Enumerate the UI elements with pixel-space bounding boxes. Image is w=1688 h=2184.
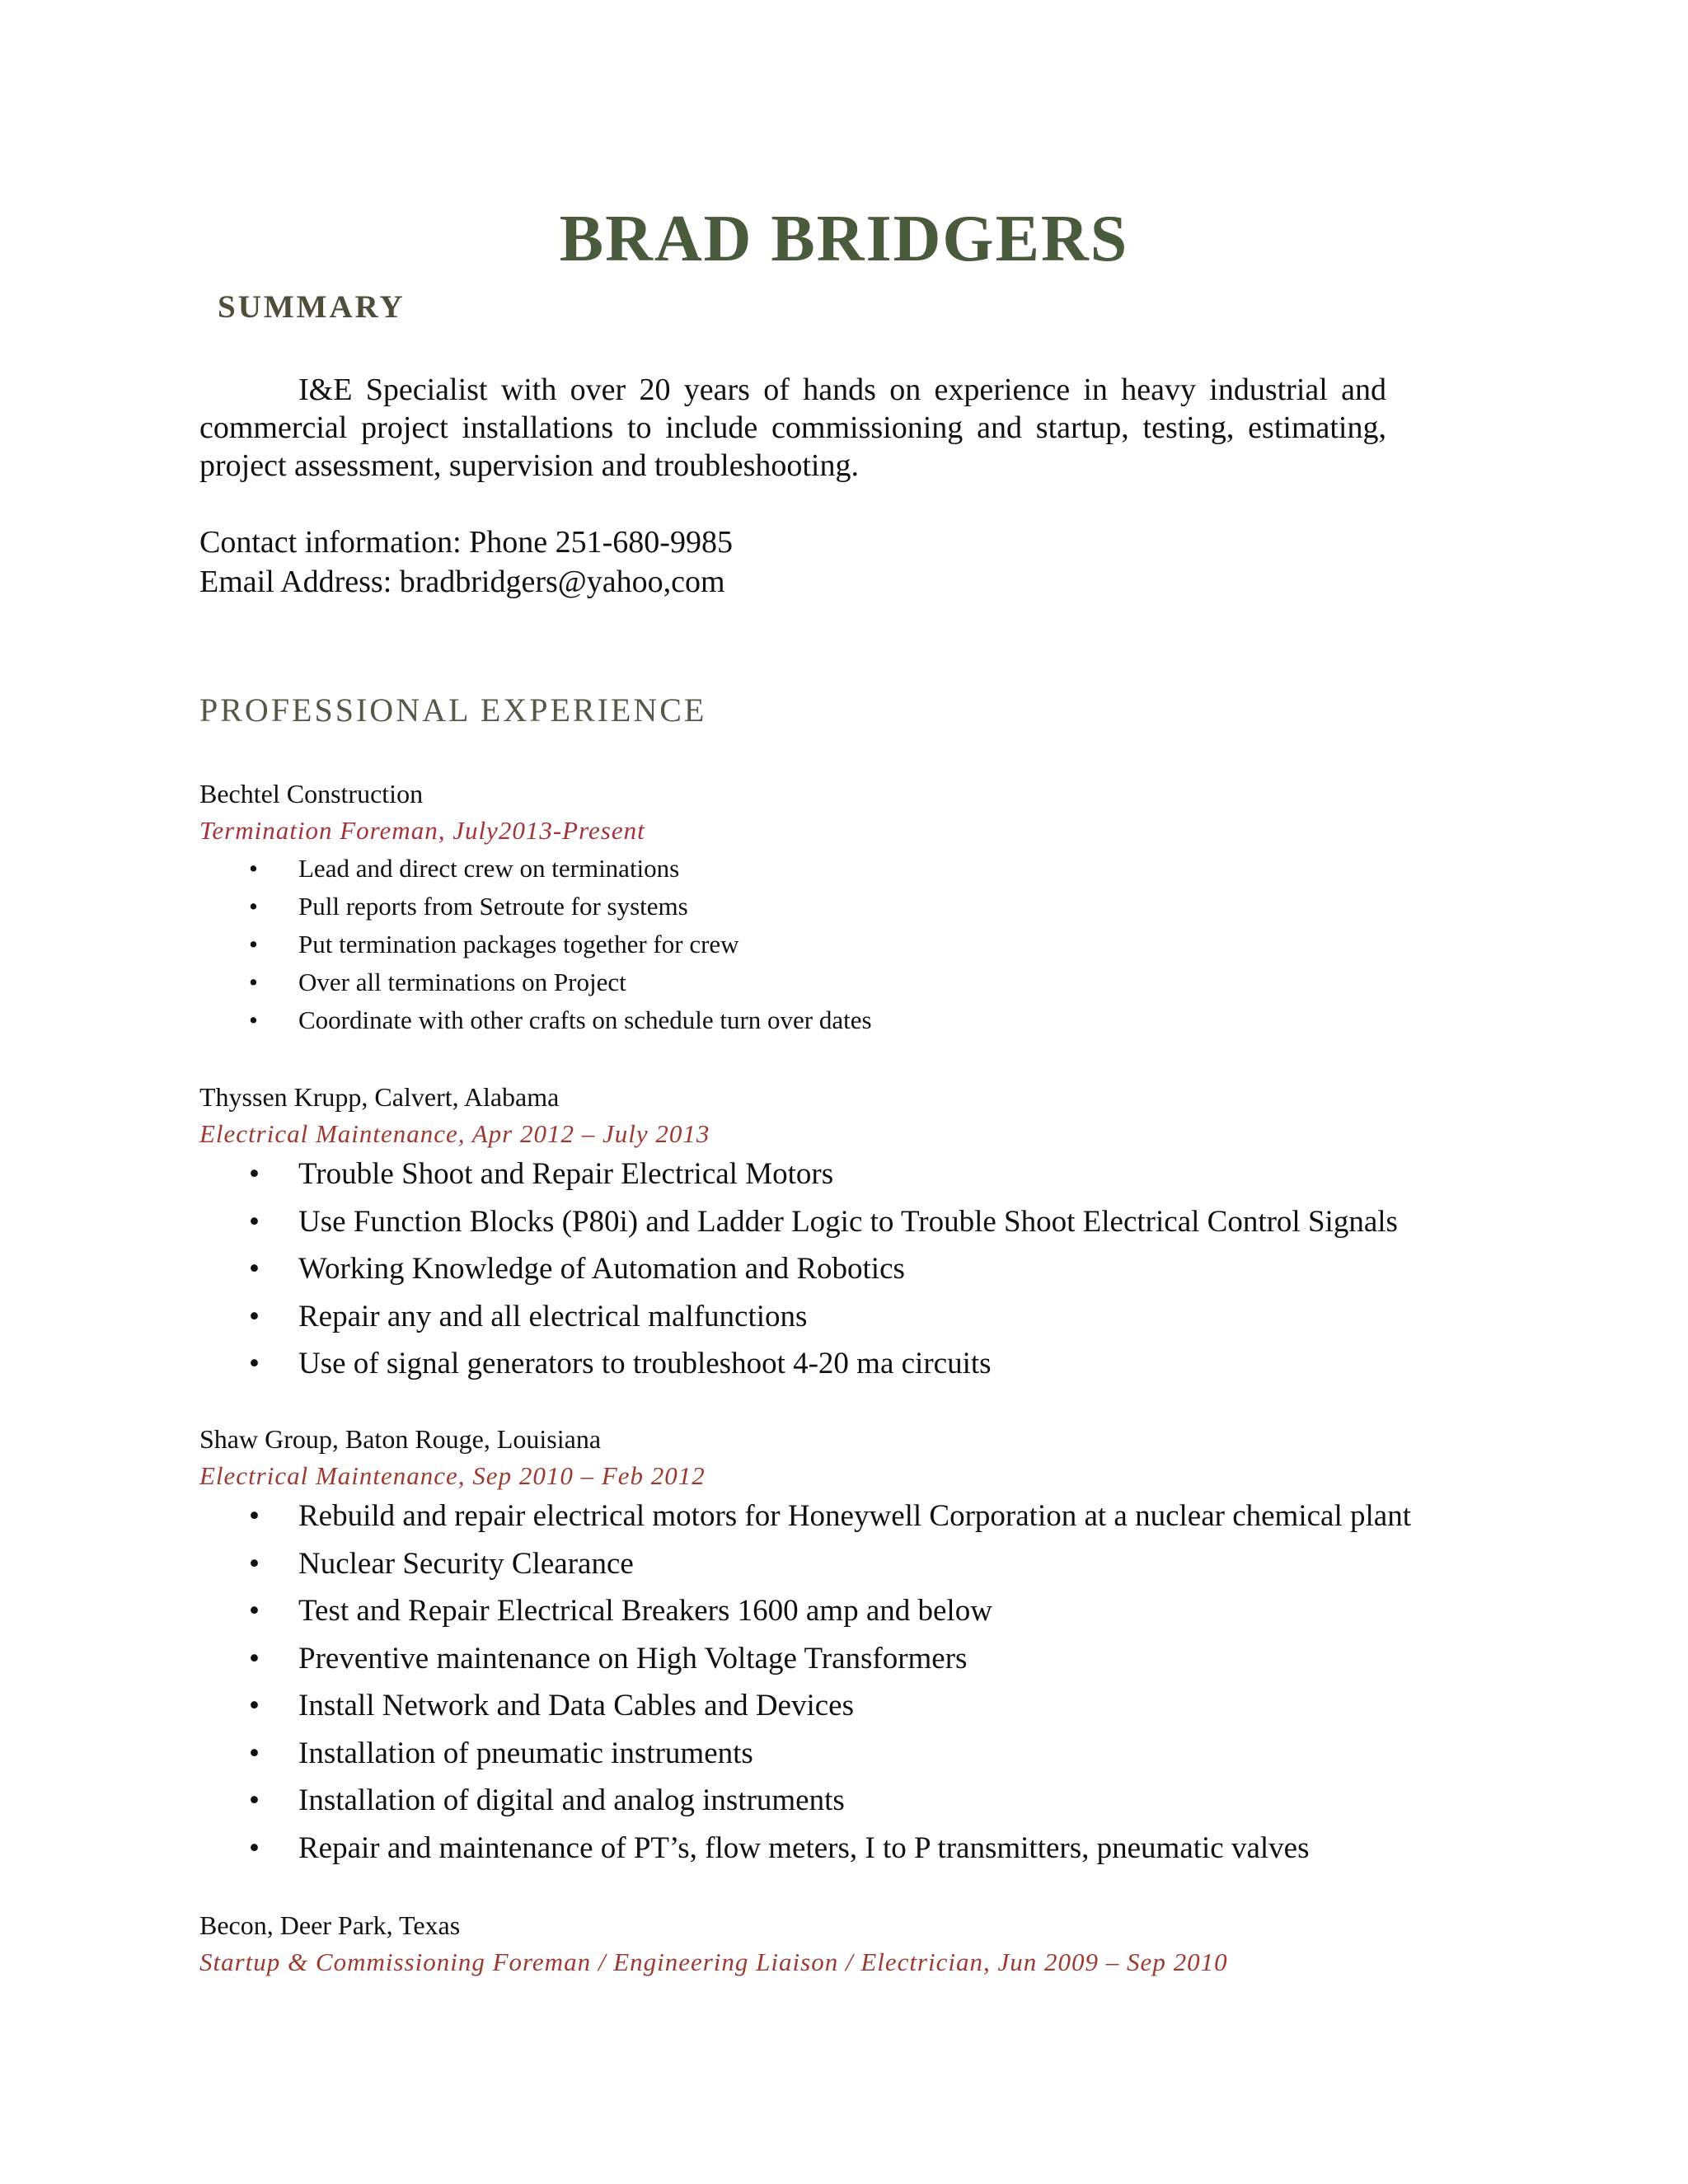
bullet-icon: • <box>249 1204 260 1239</box>
duty-item <box>199 1825 1411 1872</box>
candidate-name: BRAD BRIDGERS <box>559 203 1129 275</box>
duty-item <box>199 850 872 888</box>
duty-text: Repair and maintenance of PT’s, flow meters, I to P transmitters, pneumatic valves <box>298 1830 1310 1865</box>
job-company: Thyssen Krupp, Calvert, Alabama <box>199 1082 560 1112</box>
duty-text: Over all terminations on Project <box>298 968 626 996</box>
summary-heading: SUMMARY <box>218 289 406 325</box>
duty-text: Pull reports from Setroute for systems <box>298 892 688 921</box>
duty-text: Trouble Shoot and Repair Electrical Motors <box>298 1157 834 1191</box>
job-company: Becon, Deer Park, Texas <box>199 1910 461 1940</box>
bullet-icon: • <box>249 1299 260 1333</box>
job-duties-list <box>199 1151 1398 1388</box>
duty-text: Put termination packages together for crew <box>298 930 739 958</box>
duty-text: Install Network and Data Cables and Devices <box>298 1689 855 1722</box>
duty-item <box>199 1777 1411 1825</box>
summary-paragraph: I&E Specialist with over 20 years of hands on experience in heavy industrial and commercial project installations to include commissioning and startup, testing, estimating, project assessment, supervision and troubleshooting. <box>199 373 1386 483</box>
bullet-icon: • <box>249 1736 260 1770</box>
duty-item <box>199 926 872 963</box>
job-role: Electrical Maintenance, Apr 2012 – July 2013 <box>199 1119 710 1148</box>
duty-item <box>199 1293 1398 1341</box>
duty-item <box>199 1198 1398 1246</box>
job-role: Termination Foreman, July2013-Present <box>199 816 645 845</box>
bullet-icon: • <box>249 1830 260 1865</box>
bullet-icon: • <box>249 1499 260 1533</box>
experience-heading: PROFESSIONAL EXPERIENCE <box>199 691 707 729</box>
duty-text: Repair any and all electrical malfunctions <box>298 1299 808 1333</box>
bullet-icon: • <box>249 1157 260 1191</box>
duty-item <box>199 1682 1411 1730</box>
bullet-icon: • <box>249 854 258 883</box>
duty-item <box>199 1340 1398 1388</box>
bullet-icon: • <box>249 1347 260 1380</box>
job-duties-list <box>199 1493 1411 1872</box>
duty-text: Lead and direct crew on terminations <box>298 854 680 883</box>
bullet-icon: • <box>249 930 258 958</box>
duty-text: Use of signal generators to troubleshoot 4-20 ma circuits <box>298 1347 992 1380</box>
job-role: Startup & Commissioning Foreman / Engineering Liaison / Electrician, Jun 2009 – Sep 2010 <box>199 1947 1228 1976</box>
bullet-icon: • <box>249 1546 260 1581</box>
duty-text: Test and Repair Electrical Breakers 1600 amp and below <box>298 1594 992 1628</box>
duty-text: Rebuild and repair electrical motors for Honeywell Corporation at a nuclear chemical plant <box>298 1499 1411 1533</box>
bullet-icon: • <box>249 1252 260 1286</box>
bullet-icon: • <box>249 1689 260 1722</box>
duty-text: Use Function Blocks (P80i) and Ladder Logic to Trouble Shoot Electrical Control Signals <box>298 1204 1398 1239</box>
job-duties-list <box>199 850 872 1039</box>
duty-item <box>199 1493 1411 1540</box>
job-company: Shaw Group, Baton Rouge, Louisiana <box>199 1424 602 1454</box>
duty-text: Installation of pneumatic instruments <box>298 1736 753 1770</box>
duty-text: Preventive maintenance on High Voltage Transformers <box>298 1641 968 1675</box>
bullet-icon: • <box>249 1783 260 1817</box>
bullet-icon: • <box>249 1005 258 1034</box>
bullet-icon: • <box>249 892 258 921</box>
job-role: Electrical Maintenance, Sep 2010 – Feb 2012 <box>199 1461 706 1490</box>
bullet-icon: • <box>249 1594 260 1628</box>
duty-item <box>199 888 872 926</box>
duty-text: Nuclear Security Clearance <box>298 1546 634 1581</box>
bullet-icon: • <box>249 1641 260 1675</box>
duty-item <box>199 1151 1398 1198</box>
bullet-icon: • <box>249 968 258 996</box>
job-company: Bechtel Construction <box>199 779 424 808</box>
duty-item <box>199 963 872 1001</box>
contact-phone: Contact information: Phone 251-680-9985 <box>199 525 733 560</box>
duty-item <box>199 1730 1411 1778</box>
duty-item <box>199 1540 1411 1588</box>
contact-email: Email Address: bradbridgers@yahoo,com <box>199 565 725 599</box>
duty-item <box>199 1635 1411 1683</box>
duty-text: Coordinate with other crafts on schedule turn over dates <box>298 1005 872 1034</box>
duty-text: Working Knowledge of Automation and Robotics <box>298 1252 905 1286</box>
duty-text: Installation of digital and analog instruments <box>298 1783 845 1817</box>
duty-item <box>199 1587 1411 1635</box>
duty-item <box>199 1245 1398 1293</box>
duty-item <box>199 1001 872 1039</box>
